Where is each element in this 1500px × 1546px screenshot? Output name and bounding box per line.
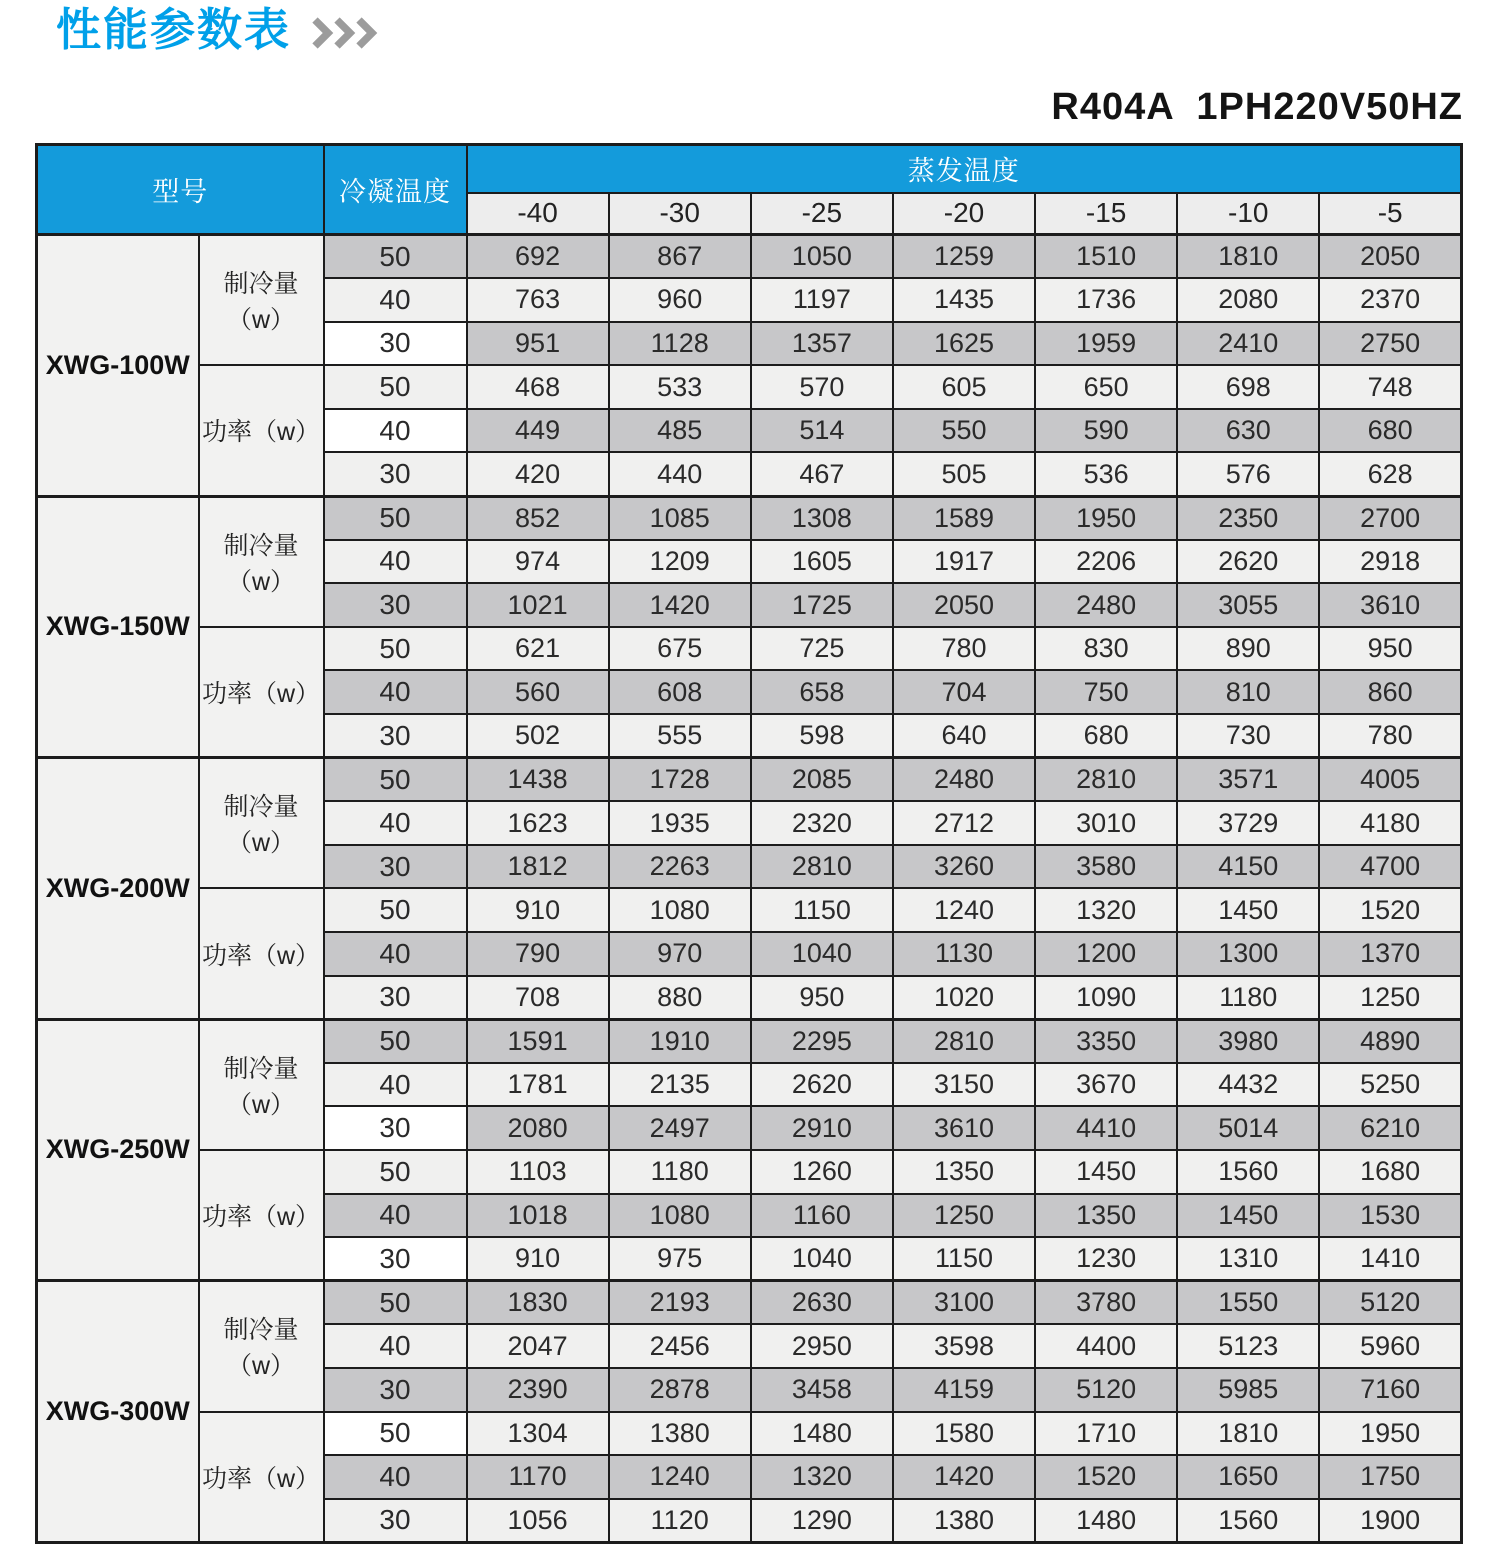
- data-value: 1510: [1035, 235, 1177, 279]
- data-value: 1750: [1319, 1455, 1461, 1499]
- title-row: [56, 2, 381, 58]
- model-name: XWG-150W: [37, 496, 199, 758]
- data-value: 2456: [609, 1324, 751, 1368]
- data-value: 2480: [1035, 583, 1177, 627]
- data-value: 2918: [1319, 540, 1461, 584]
- data-value: 555: [609, 714, 751, 758]
- data-value: 1725: [751, 583, 893, 627]
- data-value: 1197: [751, 278, 893, 322]
- data-value: 2206: [1035, 540, 1177, 584]
- data-value: 1080: [609, 1194, 751, 1238]
- power-label: 功率（w）: [199, 627, 324, 758]
- data-value: 730: [1177, 714, 1319, 758]
- data-value: 1128: [609, 322, 751, 366]
- data-value: 1180: [1177, 976, 1319, 1020]
- data-value: 605: [893, 365, 1035, 409]
- data-value: 5250: [1319, 1063, 1461, 1107]
- performance-parameter-table: [35, 143, 1463, 1544]
- data-value: 621: [467, 627, 609, 671]
- condensing-temp-value: 50: [324, 1150, 467, 1194]
- data-value: 1935: [609, 801, 751, 845]
- data-value: 910: [467, 888, 609, 932]
- data-value: 2810: [1035, 758, 1177, 802]
- data-value: 2080: [1177, 278, 1319, 322]
- data-value: 1259: [893, 235, 1035, 279]
- data-value: 3010: [1035, 801, 1177, 845]
- data-value: 550: [893, 409, 1035, 453]
- data-value: 1150: [751, 888, 893, 932]
- table-body: [37, 235, 1462, 1543]
- data-value: 1120: [609, 1499, 751, 1543]
- data-value: 628: [1319, 452, 1461, 496]
- data-value: 748: [1319, 365, 1461, 409]
- data-value: 3580: [1035, 845, 1177, 889]
- data-value: 2910: [751, 1106, 893, 1150]
- data-value: 1170: [467, 1455, 609, 1499]
- data-value: 1810: [1177, 235, 1319, 279]
- data-value: 2620: [751, 1063, 893, 1107]
- data-value: 1308: [751, 496, 893, 540]
- condensing-temp-value: 50: [324, 627, 467, 671]
- data-value: 2263: [609, 845, 751, 889]
- data-value: 970: [609, 932, 751, 976]
- data-value: 2050: [893, 583, 1035, 627]
- data-value: 1410: [1319, 1237, 1461, 1281]
- data-value: 1150: [893, 1237, 1035, 1281]
- data-value: 598: [751, 714, 893, 758]
- data-value: 2080: [467, 1106, 609, 1150]
- cooling-capacity-label: 制冷量（w）: [199, 496, 324, 627]
- data-value: 780: [893, 627, 1035, 671]
- data-value: 910: [467, 1237, 609, 1281]
- data-value: 1560: [1177, 1499, 1319, 1543]
- data-value: 2620: [1177, 540, 1319, 584]
- header-row-top: [37, 145, 1462, 193]
- data-value: 680: [1319, 409, 1461, 453]
- table-row: [37, 496, 1462, 540]
- data-value: 1623: [467, 801, 609, 845]
- data-value: 1310: [1177, 1237, 1319, 1281]
- data-value: 2193: [609, 1281, 751, 1325]
- data-value: 725: [751, 627, 893, 671]
- data-value: 658: [751, 670, 893, 714]
- condensing-temp-value: 30: [324, 1499, 467, 1543]
- evap-temp-value: -10: [1177, 193, 1319, 235]
- header-model: 型号: [37, 145, 324, 235]
- data-value: 2878: [609, 1368, 751, 1412]
- data-value: 1950: [1035, 496, 1177, 540]
- data-value: 590: [1035, 409, 1177, 453]
- data-value: 3571: [1177, 758, 1319, 802]
- data-value: 5985: [1177, 1368, 1319, 1412]
- data-value: 1736: [1035, 278, 1177, 322]
- data-value: 2712: [893, 801, 1035, 845]
- data-value: 2480: [893, 758, 1035, 802]
- condensing-temp-value: 30: [324, 322, 467, 366]
- data-value: 810: [1177, 670, 1319, 714]
- data-value: 3729: [1177, 801, 1319, 845]
- data-value: 1018: [467, 1194, 609, 1238]
- data-value: 1728: [609, 758, 751, 802]
- data-value: 502: [467, 714, 609, 758]
- data-value: 533: [609, 365, 751, 409]
- data-value: 1589: [893, 496, 1035, 540]
- condensing-temp-value: 30: [324, 1368, 467, 1412]
- data-value: 3150: [893, 1063, 1035, 1107]
- data-value: 449: [467, 409, 609, 453]
- data-value: 1380: [893, 1499, 1035, 1543]
- data-value: 763: [467, 278, 609, 322]
- data-value: 1450: [1177, 1194, 1319, 1238]
- condensing-temp-value: 40: [324, 409, 467, 453]
- evap-temp-value: -25: [751, 193, 893, 235]
- data-value: 2370: [1319, 278, 1461, 322]
- data-value: 4410: [1035, 1106, 1177, 1150]
- data-value: 4180: [1319, 801, 1461, 845]
- condensing-temp-value: 30: [324, 452, 467, 496]
- data-value: 514: [751, 409, 893, 453]
- data-value: 692: [467, 235, 609, 279]
- data-value: 950: [1319, 627, 1461, 671]
- data-value: 3980: [1177, 1019, 1319, 1063]
- data-value: 2700: [1319, 496, 1461, 540]
- data-value: 5120: [1035, 1368, 1177, 1412]
- data-value: 2810: [751, 845, 893, 889]
- data-value: 1420: [893, 1455, 1035, 1499]
- data-value: 1420: [609, 583, 751, 627]
- header-condensing-temp: 冷凝温度: [324, 145, 467, 235]
- data-value: 1290: [751, 1499, 893, 1543]
- data-value: 1350: [893, 1150, 1035, 1194]
- data-value: 1130: [893, 932, 1035, 976]
- condensing-temp-value: 50: [324, 1412, 467, 1456]
- refrigerant-spec-label: R404A 1PH220V50HZ: [1051, 86, 1463, 128]
- data-value: 1021: [467, 583, 609, 627]
- power-label: 功率（w）: [199, 365, 324, 496]
- data-value: 468: [467, 365, 609, 409]
- data-value: 1040: [751, 932, 893, 976]
- data-value: 4432: [1177, 1063, 1319, 1107]
- data-value: 1812: [467, 845, 609, 889]
- data-value: 3458: [751, 1368, 893, 1412]
- data-value: 1710: [1035, 1412, 1177, 1456]
- data-value: 3780: [1035, 1281, 1177, 1325]
- data-value: 830: [1035, 627, 1177, 671]
- condensing-temp-value: 40: [324, 801, 467, 845]
- data-value: 1250: [893, 1194, 1035, 1238]
- data-value: 1810: [1177, 1412, 1319, 1456]
- data-value: 1180: [609, 1150, 751, 1194]
- data-value: 536: [1035, 452, 1177, 496]
- condensing-temp-value: 30: [324, 1237, 467, 1281]
- condensing-temp-value: 30: [324, 1106, 467, 1150]
- data-value: 1240: [893, 888, 1035, 932]
- cooling-capacity-label: 制冷量（w）: [199, 1019, 324, 1150]
- data-value: 7160: [1319, 1368, 1461, 1412]
- data-value: 2050: [1319, 235, 1461, 279]
- data-value: 704: [893, 670, 1035, 714]
- power-label: 功率（w）: [199, 888, 324, 1019]
- data-value: 3055: [1177, 583, 1319, 627]
- data-value: 1090: [1035, 976, 1177, 1020]
- data-value: 1160: [751, 1194, 893, 1238]
- model-name: XWG-250W: [37, 1019, 199, 1281]
- data-value: 750: [1035, 670, 1177, 714]
- data-value: 1080: [609, 888, 751, 932]
- condensing-temp-value: 40: [324, 1324, 467, 1368]
- data-value: 5960: [1319, 1324, 1461, 1368]
- data-value: 2135: [609, 1063, 751, 1107]
- data-value: 1209: [609, 540, 751, 584]
- table-row: [37, 1412, 1462, 1456]
- data-value: 3598: [893, 1324, 1035, 1368]
- data-value: 650: [1035, 365, 1177, 409]
- data-value: 2410: [1177, 322, 1319, 366]
- data-value: 860: [1319, 670, 1461, 714]
- data-value: 1959: [1035, 322, 1177, 366]
- data-value: 1830: [467, 1281, 609, 1325]
- data-value: 576: [1177, 452, 1319, 496]
- data-value: 1020: [893, 976, 1035, 1020]
- data-value: 5120: [1319, 1281, 1461, 1325]
- condensing-temp-value: 50: [324, 235, 467, 279]
- data-value: 1580: [893, 1412, 1035, 1456]
- data-value: 1260: [751, 1150, 893, 1194]
- data-value: 570: [751, 365, 893, 409]
- model-name: XWG-300W: [37, 1281, 199, 1543]
- data-value: 975: [609, 1237, 751, 1281]
- condensing-temp-value: 40: [324, 1194, 467, 1238]
- condensing-temp-value: 40: [324, 1455, 467, 1499]
- data-value: 950: [751, 976, 893, 1020]
- data-value: 1380: [609, 1412, 751, 1456]
- cooling-capacity-label: 制冷量（w）: [199, 758, 324, 889]
- data-value: 4159: [893, 1368, 1035, 1412]
- data-value: 630: [1177, 409, 1319, 453]
- data-value: 1240: [609, 1455, 751, 1499]
- data-value: 867: [609, 235, 751, 279]
- data-value: 1438: [467, 758, 609, 802]
- cooling-capacity-label: 制冷量（w）: [199, 235, 324, 366]
- data-value: 3610: [1319, 583, 1461, 627]
- data-value: 1050: [751, 235, 893, 279]
- header-evaporating-temp: 蒸发温度: [467, 145, 1462, 193]
- data-value: 3610: [893, 1106, 1035, 1150]
- data-value: 2390: [467, 1368, 609, 1412]
- data-value: 1103: [467, 1150, 609, 1194]
- data-value: 640: [893, 714, 1035, 758]
- data-value: 1040: [751, 1237, 893, 1281]
- data-value: 4150: [1177, 845, 1319, 889]
- data-value: 1520: [1319, 888, 1461, 932]
- table-row: [37, 627, 1462, 671]
- model-name: XWG-200W: [37, 758, 199, 1020]
- data-value: 1320: [1035, 888, 1177, 932]
- table-row: [37, 235, 1462, 279]
- data-value: 1357: [751, 322, 893, 366]
- data-value: 2750: [1319, 322, 1461, 366]
- condensing-temp-value: 40: [324, 670, 467, 714]
- data-value: 560: [467, 670, 609, 714]
- data-value: 2320: [751, 801, 893, 845]
- data-value: 1450: [1035, 1150, 1177, 1194]
- condensing-temp-value: 30: [324, 845, 467, 889]
- evap-temp-value: -5: [1319, 193, 1461, 235]
- data-value: 4005: [1319, 758, 1461, 802]
- condensing-temp-value: 40: [324, 278, 467, 322]
- evap-temp-value: -30: [609, 193, 751, 235]
- data-value: 675: [609, 627, 751, 671]
- data-value: 5123: [1177, 1324, 1319, 1368]
- data-value: 1605: [751, 540, 893, 584]
- data-value: 1300: [1177, 932, 1319, 976]
- condensing-temp-value: 30: [324, 976, 467, 1020]
- data-value: 505: [893, 452, 1035, 496]
- data-value: 2295: [751, 1019, 893, 1063]
- data-value: 467: [751, 452, 893, 496]
- data-value: 5014: [1177, 1106, 1319, 1150]
- data-value: 1910: [609, 1019, 751, 1063]
- data-value: 974: [467, 540, 609, 584]
- power-label: 功率（w）: [199, 1150, 324, 1281]
- condensing-temp-value: 40: [324, 932, 467, 976]
- data-value: 1480: [751, 1412, 893, 1456]
- data-value: 420: [467, 452, 609, 496]
- condensing-temp-value: 30: [324, 714, 467, 758]
- data-value: 1200: [1035, 932, 1177, 976]
- data-value: 2350: [1177, 496, 1319, 540]
- data-value: 1304: [467, 1412, 609, 1456]
- model-name: XWG-100W: [37, 235, 199, 497]
- evap-temp-value: -15: [1035, 193, 1177, 235]
- data-value: 1450: [1177, 888, 1319, 932]
- table-row: [37, 1281, 1462, 1325]
- data-value: 2085: [751, 758, 893, 802]
- data-value: 2047: [467, 1324, 609, 1368]
- condensing-temp-value: 50: [324, 496, 467, 540]
- data-value: 440: [609, 452, 751, 496]
- data-value: 4890: [1319, 1019, 1461, 1063]
- data-value: 1435: [893, 278, 1035, 322]
- data-value: 6210: [1319, 1106, 1461, 1150]
- table-row: [37, 365, 1462, 409]
- evap-temp-value: -40: [467, 193, 609, 235]
- data-value: 960: [609, 278, 751, 322]
- data-value: 1591: [467, 1019, 609, 1063]
- data-value: 1530: [1319, 1194, 1461, 1238]
- data-value: 1520: [1035, 1455, 1177, 1499]
- condensing-temp-value: 50: [324, 1281, 467, 1325]
- data-value: 1085: [609, 496, 751, 540]
- data-value: 1550: [1177, 1281, 1319, 1325]
- table-row: [37, 888, 1462, 932]
- table-row: [37, 1150, 1462, 1194]
- data-value: 880: [609, 976, 751, 1020]
- data-value: 1250: [1319, 976, 1461, 1020]
- data-value: 1320: [751, 1455, 893, 1499]
- condensing-temp-value: 50: [324, 758, 467, 802]
- data-value: 1917: [893, 540, 1035, 584]
- data-value: 608: [609, 670, 751, 714]
- condensing-temp-value: 50: [324, 365, 467, 409]
- data-value: 1350: [1035, 1194, 1177, 1238]
- data-value: 852: [467, 496, 609, 540]
- data-value: 485: [609, 409, 751, 453]
- data-value: 1650: [1177, 1455, 1319, 1499]
- data-value: 3670: [1035, 1063, 1177, 1107]
- data-value: 790: [467, 932, 609, 976]
- data-value: 2950: [751, 1324, 893, 1368]
- data-value: 780: [1319, 714, 1461, 758]
- condensing-temp-value: 50: [324, 888, 467, 932]
- data-value: 2497: [609, 1106, 751, 1150]
- evap-temp-value: -20: [893, 193, 1035, 235]
- data-value: 680: [1035, 714, 1177, 758]
- data-value: 1370: [1319, 932, 1461, 976]
- data-value: 1950: [1319, 1412, 1461, 1456]
- table-row: [37, 1019, 1462, 1063]
- data-value: 1625: [893, 322, 1035, 366]
- condensing-temp-value: 50: [324, 1019, 467, 1063]
- page-title: 性能参数表: [56, 4, 292, 55]
- data-value: 1900: [1319, 1499, 1461, 1543]
- data-value: 708: [467, 976, 609, 1020]
- cooling-capacity-label: 制冷量（w）: [199, 1281, 324, 1412]
- data-value: 1230: [1035, 1237, 1177, 1281]
- data-value: 2630: [751, 1281, 893, 1325]
- condensing-temp-value: 30: [324, 583, 467, 627]
- power-label: 功率（w）: [199, 1412, 324, 1543]
- data-value: 951: [467, 322, 609, 366]
- data-value: 3350: [1035, 1019, 1177, 1063]
- data-value: 2810: [893, 1019, 1035, 1063]
- data-value: 1680: [1319, 1150, 1461, 1194]
- data-value: 3260: [893, 845, 1035, 889]
- data-value: 890: [1177, 627, 1319, 671]
- data-value: 3100: [893, 1281, 1035, 1325]
- data-value: 4400: [1035, 1324, 1177, 1368]
- data-value: 1480: [1035, 1499, 1177, 1543]
- data-value: 1560: [1177, 1150, 1319, 1194]
- triple-chevron-icon: [311, 17, 381, 49]
- condensing-temp-value: 40: [324, 1063, 467, 1107]
- data-value: 1781: [467, 1063, 609, 1107]
- table-row: [37, 758, 1462, 802]
- data-value: 4700: [1319, 845, 1461, 889]
- data-value: 1056: [467, 1499, 609, 1543]
- table-header: [37, 145, 1462, 235]
- data-value: 698: [1177, 365, 1319, 409]
- condensing-temp-value: 40: [324, 540, 467, 584]
